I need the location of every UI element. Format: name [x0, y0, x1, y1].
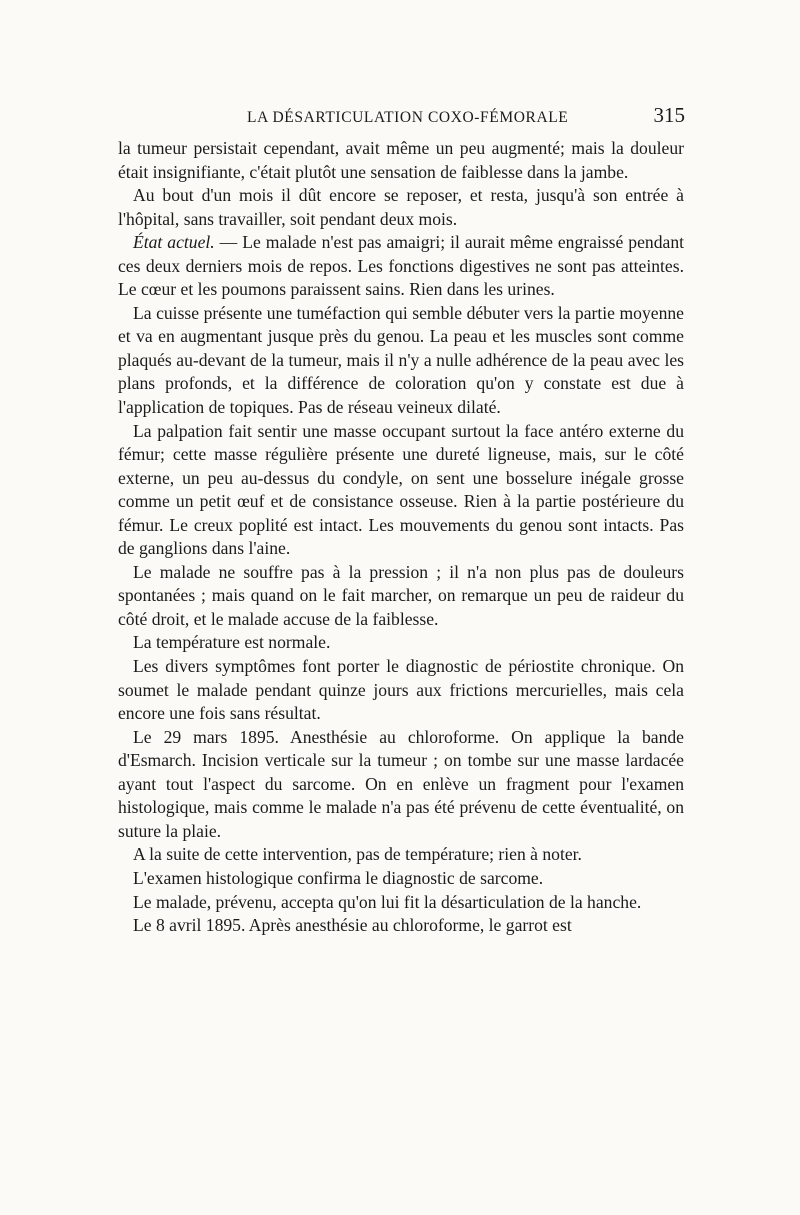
paragraph: L'examen histologique confirma le diagnostic de sarcome. — [133, 867, 544, 888]
paragraph: La température est normale. — [133, 632, 331, 653]
running-header — [120, 103, 685, 129]
paragraph: Le 8 avril 1895. Après anesthésie au chloroforme, le garrot est — [133, 915, 572, 936]
paragraph: Les divers symptômes font porter le diagnostic de périostite chronique. On soumet le malade pendant quinze jours aux frictions mercurielles, mais cela encore une fois sans résultat. — [118, 656, 684, 724]
section-lead: État actuel. — [133, 232, 215, 253]
paragraph: la tumeur persistait cependant, avait même un peu augmenté; mais la douleur était insignifiante, c'était plutôt une sensation de faiblesse dans la jambe. — [118, 138, 684, 182]
paragraph: La cuisse présente une tuméfaction qui semble débuter vers la partie moyenne et va en augmentant jusque près du genou. La peau et les muscles sont comme plaqués au-devant de la tumeur, mais il n'y a nulle adhérence de la peau avec les plans profonds, et la différence de coloration qu'on y constate est due à l'application de topiques. Pas de réseau veineux dilaté. — [118, 302, 684, 418]
body-text — [118, 137, 684, 938]
header-title: LA DÉSARTICULATION COXO-FÉMORALE — [247, 109, 569, 126]
paragraph — [118, 231, 684, 302]
paragraph: Le malade ne souffre pas à la pression ; il n'a non plus pas de douleurs spontanées ; mais quand on le fait marcher, on remarque un peu de raideur du côté droit, et le malade accuse de la faiblesse. — [118, 561, 684, 629]
page-number: 315 — [653, 103, 685, 127]
paragraph-text: — Le malade n'est pas amaigri; il aurait même engraissé pendant ces deux derniers mois de repos. Les fonctions digestives ne sont pas atteintes. Le cœur et les poumons paraissent sains. Rien dans les urines. — [118, 232, 685, 300]
paragraph: Le 29 mars 1895. Anesthésie au chloroforme. On applique la bande d'Esmarch. Incision verticale sur la tumeur ; on tombe sur une masse lardacée ayant tout l'aspect du sarcome. On en enlève un fragment pour l'examen histologique, mais comme le malade n'a pas été prévenu de cette éventualité, on suture la plaie. — [118, 726, 684, 841]
paragraph: Le malade, prévenu, accepta qu'on lui fit la désarticulation de la hanche. — [133, 891, 642, 912]
paragraph: La palpation fait sentir une masse occupant surtout la face antéro externe du fémur; cette masse régulière présente une dureté ligneuse, mais, sur le côté externe, un peu au-dessus du condyle, on sent une bosselure inégale grosse comme un petit œuf et de consistance osseuse. Rien à la partie postérieure du fémur. Le creux poplité est intact. Les mouvements du genou sont intacts. Pas de ganglions dans l'aine. — [118, 420, 684, 559]
paragraph: Au bout d'un mois il dût encore se reposer, et resta, jusqu'à son entrée à l'hôpital, sans travailler, soit pendant deux mois. — [118, 185, 684, 229]
paragraph: A la suite de cette intervention, pas de température; rien à noter. — [133, 844, 582, 865]
